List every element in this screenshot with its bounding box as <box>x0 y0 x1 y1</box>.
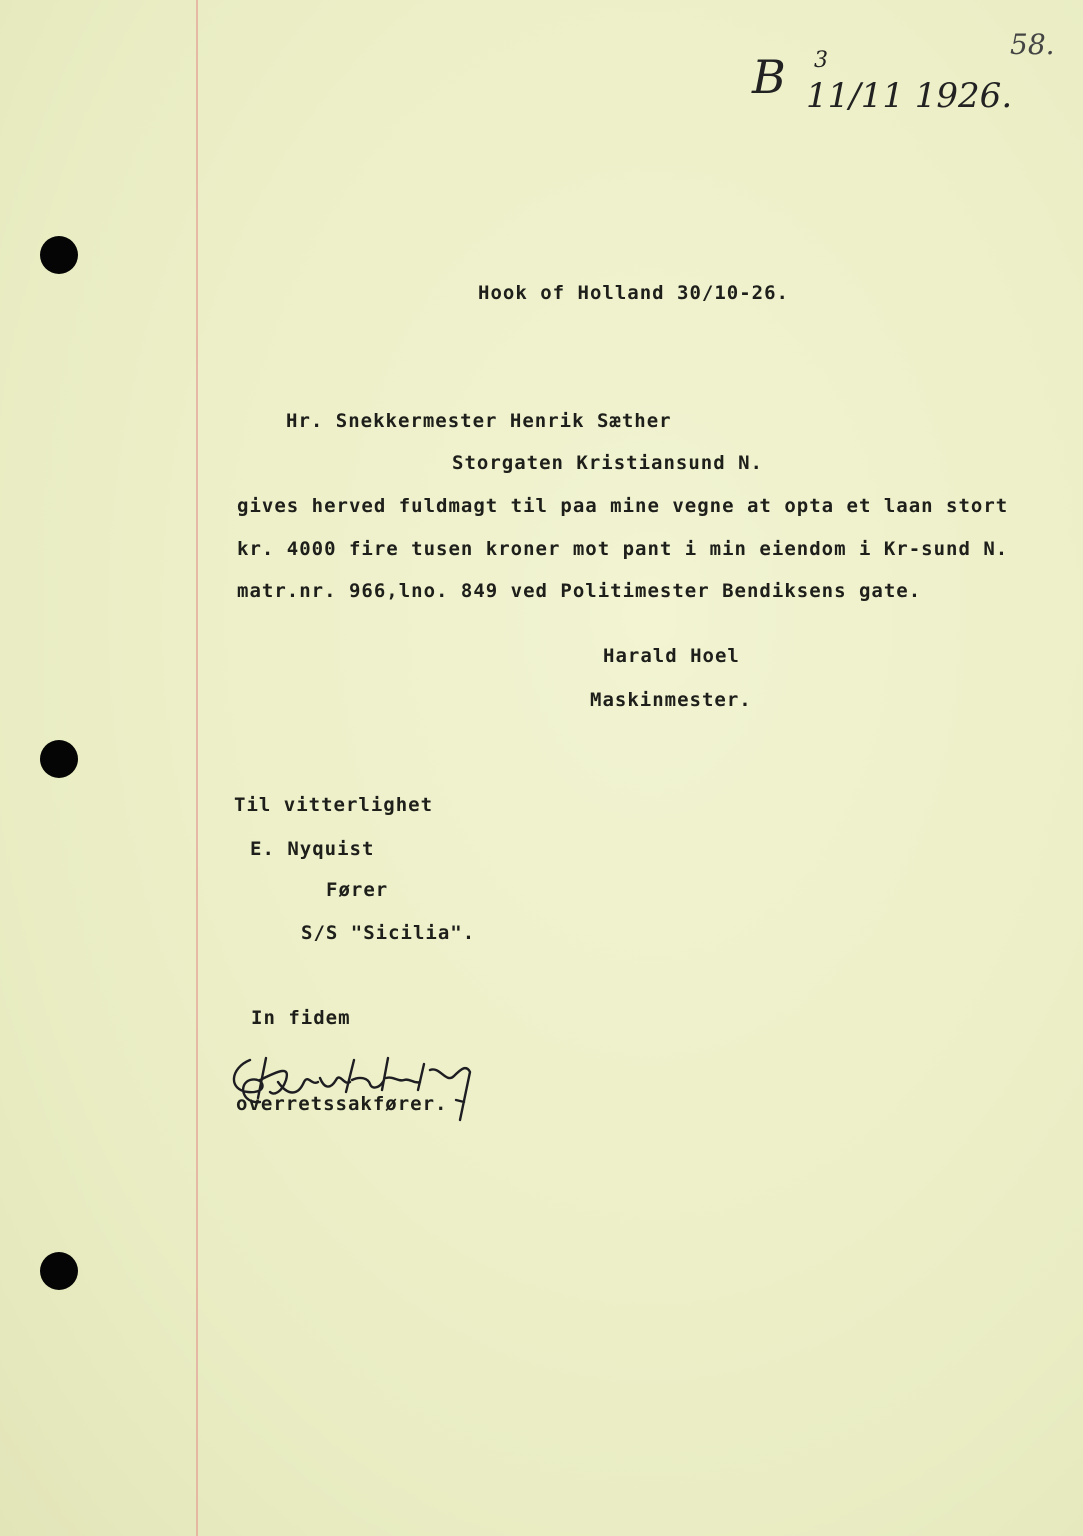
registry-date: 11/11 1926. <box>806 76 1013 116</box>
margin-rule <box>196 0 198 1536</box>
page-number: 58. <box>1010 28 1055 61</box>
body-line: matr.nr. 966,lno. 849 ved Politimester Bendiksens gate. <box>237 580 922 602</box>
witness-vessel: S/S "Sicilia". <box>301 922 476 944</box>
punch-hole <box>40 236 78 274</box>
witness-heading: Til vitterlighet <box>234 794 434 816</box>
signer-name: Harald Hoel <box>603 645 740 667</box>
place-date: Hook of Holland 30/10-26. <box>478 282 789 304</box>
attestation-title: overretssakfører. <box>236 1093 448 1115</box>
registry-letter: B <box>752 50 786 104</box>
witness-name: E. Nyquist <box>250 838 375 860</box>
punch-hole <box>40 1252 78 1290</box>
signer-title: Maskinmester. <box>590 689 752 711</box>
handwritten-signature <box>220 1040 490 1130</box>
recipient-line: Hr. Snekkermester Henrik Sæther <box>286 410 672 432</box>
body-line: kr. 4000 fire tusen kroner mot pant i min eiendom i Kr-sund N. <box>237 538 1009 560</box>
body-line: gives herved fuldmagt til paa mine vegne at opta et laan stort <box>237 495 1009 517</box>
witness-role: Fører <box>326 879 389 901</box>
punch-hole <box>40 740 78 778</box>
attestation-phrase: In fidem <box>251 1007 351 1029</box>
recipient-address: Storgaten Kristiansund N. <box>452 452 763 474</box>
registry-number: 3 <box>814 48 828 73</box>
